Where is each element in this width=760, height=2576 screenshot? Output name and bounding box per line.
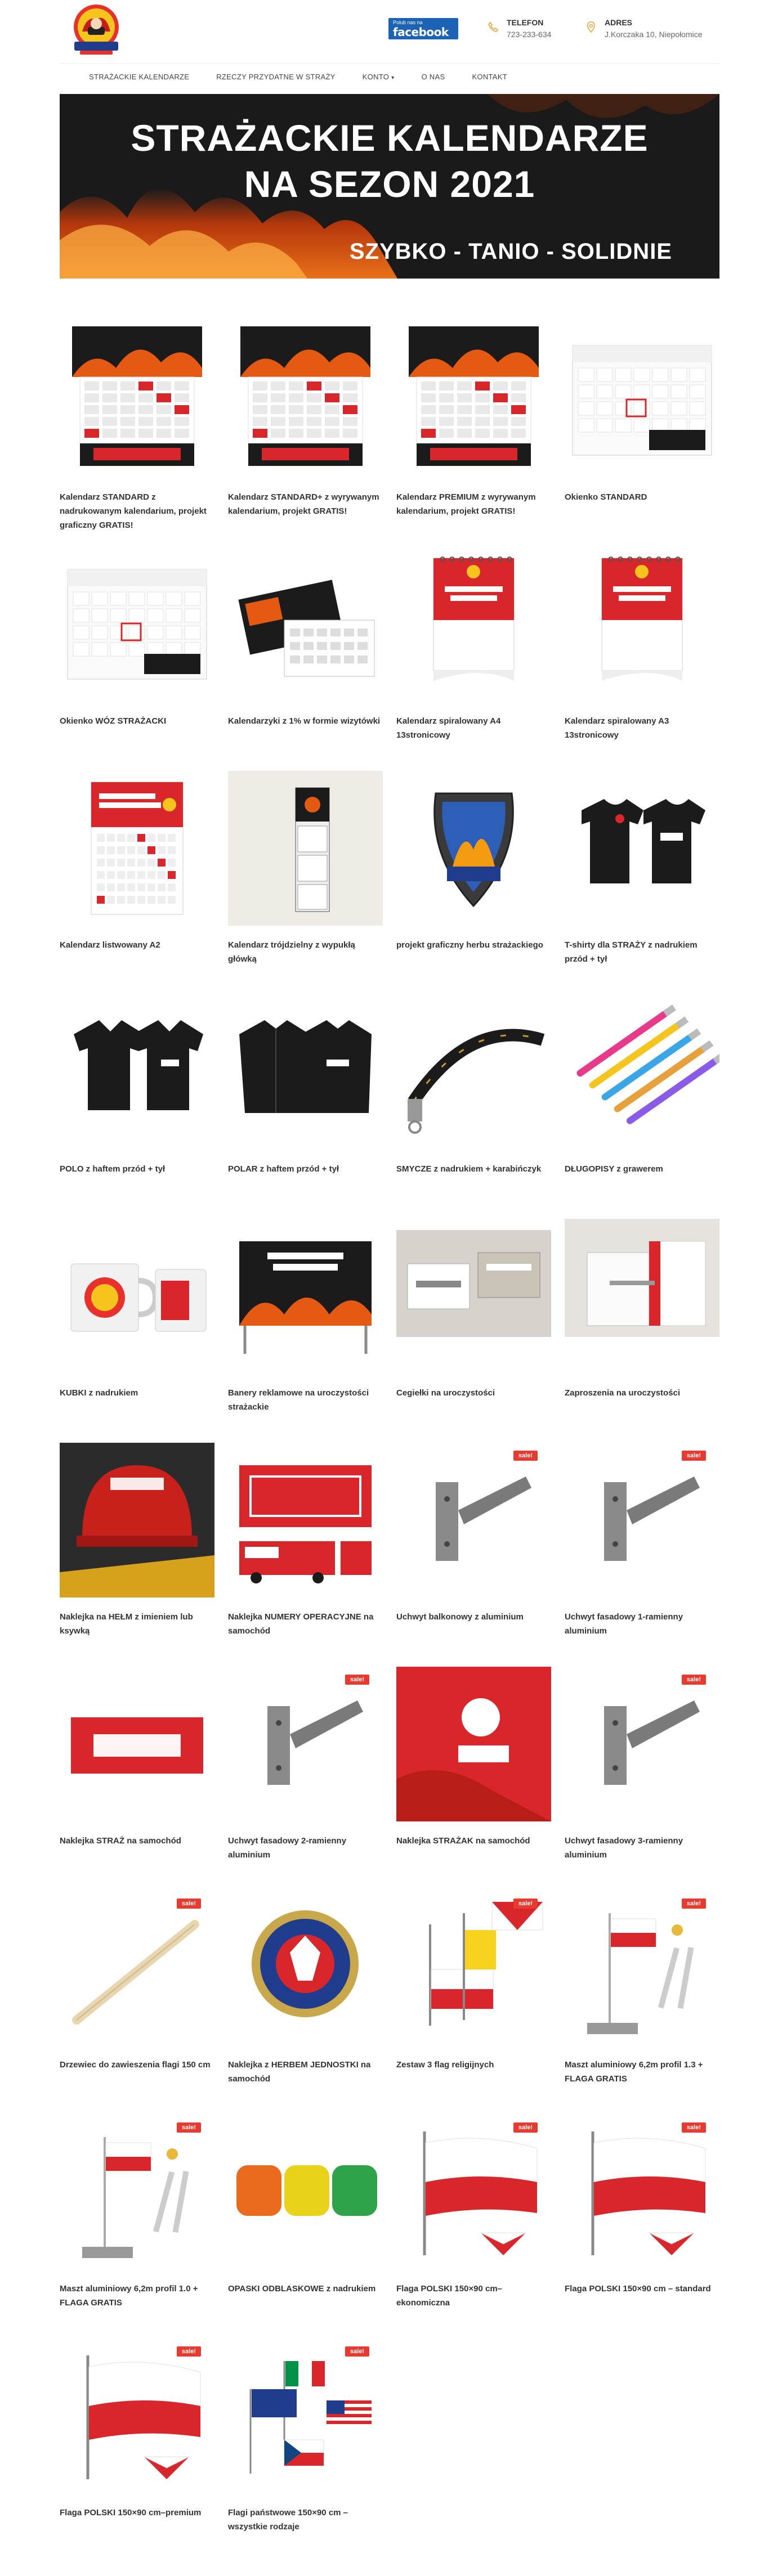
product-sticker-strazak-icon: [396, 1667, 551, 1821]
product-title[interactable]: Maszt aluminiowy 6,2m profil 1.3 + FLAGA GRATIS: [565, 2060, 703, 2084]
nav-item-konto[interactable]: [363, 64, 395, 92]
product-image[interactable]: [228, 547, 383, 702]
product-image[interactable]: [396, 2115, 551, 2269]
product-title[interactable]: POLAR z haftem przód + tył: [228, 1164, 339, 1174]
logo-icon: [66, 2, 126, 56]
product-title[interactable]: Uchwyt fasadowy 1-ramienny aluminium: [565, 1612, 683, 1636]
product-crest-icon: [396, 771, 551, 926]
product-card[interactable]: [228, 1891, 383, 2115]
product-card[interactable]: [396, 547, 551, 771]
nav-item-kalendarze[interactable]: [89, 64, 189, 92]
phone-contact[interactable]: [488, 17, 551, 41]
product-flags3-icon: [396, 1891, 551, 2045]
product-image[interactable]: [396, 995, 551, 1150]
product-title[interactable]: Drzewiec do zawieszenia flagi 150 cm: [60, 2060, 211, 2070]
product-card[interactable]: [228, 995, 383, 1219]
product-helmet-icon: [60, 1443, 214, 1597]
main-nav: [60, 63, 719, 90]
nav-label: KONTO: [362, 73, 390, 81]
product-card[interactable]: [228, 1443, 383, 1667]
nav-item-rzeczy[interactable]: [216, 64, 335, 92]
product-image[interactable]: [60, 1219, 214, 1374]
sale-badge: sale!: [682, 1675, 706, 1685]
product-image[interactable]: [60, 1443, 214, 1597]
product-cal-fire-icon: [228, 323, 383, 478]
product-cal-fire-icon: [60, 323, 214, 478]
product-triple-icon: [228, 771, 383, 926]
product-title[interactable]: Naklejka na HEŁM z imieniem lub ksywką: [60, 1612, 193, 1636]
product-image[interactable]: [565, 1443, 719, 1597]
product-title[interactable]: Kalendarz PREMIUM z wyrywanym kalendarium, projekt GRATIS!: [396, 492, 536, 516]
product-flag-pl-icon: [565, 2115, 719, 2269]
product-mugs-icon: [60, 1219, 214, 1374]
product-polo-icon: [60, 995, 214, 1150]
product-card[interactable]: [228, 2115, 383, 2339]
facebook-label: facebook: [393, 25, 449, 39]
sale-badge: sale!: [177, 2122, 201, 2133]
product-emblem-icon: [228, 1891, 383, 2045]
product-image[interactable]: [228, 1891, 383, 2045]
product-card[interactable]: [228, 1219, 383, 1443]
product-card[interactable]: [60, 547, 214, 771]
product-flag-pl-icon: [396, 2115, 551, 2269]
product-tshirt-icon: [565, 771, 719, 926]
product-image[interactable]: [60, 1891, 214, 2045]
address-label: ADRES: [605, 18, 633, 27]
product-image[interactable]: [228, 1667, 383, 1821]
product-card[interactable]: [396, 771, 551, 995]
product-title[interactable]: SMYCZE z nadrukiem + karabińczyk: [396, 1164, 542, 1174]
product-cal-fire-icon: [396, 323, 551, 478]
facebook-button[interactable]: [388, 18, 458, 39]
product-card[interactable]: [60, 1891, 214, 2115]
product-title[interactable]: Zaproszenia na uroczystości: [565, 1388, 681, 1398]
product-holder-icon: [228, 1667, 383, 1821]
product-title[interactable]: Okienko STANDARD: [565, 492, 647, 502]
product-card[interactable]: [565, 547, 719, 771]
sale-badge: sale!: [345, 1675, 369, 1685]
address-value: J.Korczaka 10, Niepołomice: [605, 30, 703, 39]
product-card[interactable]: [60, 2339, 214, 2562]
product-title[interactable]: Uchwyt fasadowy 3-ramienny aluminium: [565, 1836, 683, 1860]
product-card[interactable]: [228, 323, 383, 547]
product-image[interactable]: [565, 1891, 719, 2045]
product-fleece-icon: [228, 995, 383, 1150]
product-poster-icon: [60, 771, 214, 926]
phone-value: 723-233-634: [507, 30, 552, 39]
product-card[interactable]: [565, 1891, 719, 2115]
product-image[interactable]: [565, 995, 719, 1150]
sale-badge: sale!: [513, 1899, 538, 1909]
product-card[interactable]: [60, 1443, 214, 1667]
product-image[interactable]: [228, 323, 383, 478]
product-title[interactable]: Okienko WÓZ STRAŻACKI: [60, 716, 167, 726]
product-bands-icon: [228, 2115, 383, 2269]
product-spiral-icon: [396, 547, 551, 702]
product-card[interactable]: [565, 323, 719, 547]
nav-label: STRAŻACKIE KALENDARZE: [89, 73, 190, 81]
product-title[interactable]: T-shirty dla STRAŻY z nadrukiem przód + tył: [565, 940, 698, 964]
product-title[interactable]: POLO z haftem przód + tył: [60, 1164, 166, 1174]
product-invites-icon: [565, 1219, 719, 1374]
product-title[interactable]: Uchwyt balkonowy z aluminium: [396, 1612, 524, 1622]
product-sticker-straz-icon: [60, 1667, 214, 1821]
site-logo[interactable]: [66, 2, 126, 56]
map-pin-icon: [585, 21, 597, 33]
product-image[interactable]: [565, 547, 719, 702]
sale-badge: sale!: [177, 2346, 201, 2357]
product-image[interactable]: [396, 1667, 551, 1821]
product-title[interactable]: Banery reklamowe na uroczystości strażackie: [228, 1388, 369, 1412]
product-image[interactable]: [60, 2115, 214, 2269]
product-title[interactable]: Kalendarz STANDARD z nadrukowanym kalendarium, projekt graficzny GRATIS!: [60, 492, 207, 530]
product-holder-icon: [565, 1667, 719, 1821]
product-window-icon: [565, 323, 719, 478]
product-title[interactable]: Naklejka z HERBEM JEDNOSTKI na samochód: [228, 2060, 371, 2084]
product-image[interactable]: [396, 323, 551, 478]
product-title[interactable]: Maszt aluminiowy 6,2m profil 1.0 + FLAGA GRATIS: [60, 2284, 198, 2308]
product-title[interactable]: Naklejka NUMERY OPERACYJNE na samochód: [228, 1612, 374, 1636]
product-card[interactable]: [60, 1219, 214, 1443]
product-card[interactable]: [60, 995, 214, 1219]
product-image[interactable]: [565, 323, 719, 478]
sale-badge: sale!: [682, 1899, 706, 1909]
product-title[interactable]: Flagi państwowe 150×90 cm – wszystkie rodzaje: [228, 2508, 348, 2532]
product-image[interactable]: [60, 1667, 214, 1821]
nav-item-kontakt[interactable]: [472, 64, 507, 92]
product-image[interactable]: [228, 1443, 383, 1597]
product-title[interactable]: Flaga POLSKI 150×90 cm – standard: [565, 2284, 711, 2294]
product-image[interactable]: [60, 2339, 214, 2493]
sale-badge: sale!: [682, 1451, 706, 1461]
product-title[interactable]: Naklejka STRAŻ na samochód: [60, 1836, 181, 1846]
product-title[interactable]: projekt graficzny herbu strażackiego: [396, 940, 543, 950]
product-card[interactable]: [565, 1667, 719, 1891]
chevron-down-icon: ▾: [391, 75, 395, 81]
product-banner-icon: [228, 1219, 383, 1374]
product-title[interactable]: Naklejka STRAŻAK na samochód: [396, 1836, 530, 1846]
product-card[interactable]: [228, 547, 383, 771]
product-image[interactable]: [396, 1443, 551, 1597]
product-card[interactable]: [565, 1443, 719, 1667]
product-title[interactable]: Flaga POLSKI 150×90 cm–premium: [60, 2508, 202, 2517]
product-mast-icon: [60, 2115, 214, 2269]
nav-label: KONTAKT: [472, 73, 507, 81]
product-holder-icon: [565, 1443, 719, 1597]
product-card[interactable]: [396, 2115, 551, 2339]
sale-badge: sale!: [177, 1899, 201, 1909]
product-image[interactable]: [228, 995, 383, 1150]
sale-badge: sale!: [682, 2122, 706, 2133]
product-holder-icon: [396, 1443, 551, 1597]
product-card[interactable]: [565, 2115, 719, 2339]
product-pole-icon: [60, 1891, 214, 2045]
product-image[interactable]: [60, 995, 214, 1150]
phone-icon: [488, 21, 499, 33]
banner-title-line2: NA SEZON 2021: [244, 163, 535, 205]
product-card[interactable]: [60, 323, 214, 547]
product-lanyard-icon: [396, 995, 551, 1150]
product-card[interactable]: [396, 995, 551, 1219]
product-card[interactable]: [396, 1891, 551, 2115]
product-title[interactable]: Zestaw 3 flag religijnych: [396, 2060, 494, 2070]
sale-badge: sale!: [513, 1451, 538, 1461]
product-card[interactable]: [228, 2339, 383, 2562]
address-contact: [585, 17, 703, 41]
product-grid: [60, 323, 719, 2562]
product-card[interactable]: [396, 1219, 551, 1443]
nav-label: RZECZY PRZYDATNE W STRAŻY: [216, 73, 336, 81]
product-window-icon: [60, 547, 214, 702]
product-image[interactable]: [396, 547, 551, 702]
product-image[interactable]: [565, 1219, 719, 1374]
site-header: [60, 0, 719, 56]
hero-banner[interactable]: [60, 94, 719, 279]
product-card[interactable]: [60, 1667, 214, 1891]
product-image[interactable]: [228, 2339, 383, 2493]
product-image[interactable]: [396, 1219, 551, 1374]
product-flag-pl-icon: [60, 2339, 214, 2493]
product-title[interactable]: DŁUGOPISY z grawerem: [565, 1164, 663, 1174]
product-card[interactable]: [60, 771, 214, 995]
product-pens-icon: [565, 995, 719, 1150]
product-title[interactable]: Kalendarz spiralowany A3 13stronicowy: [565, 716, 669, 740]
product-cards-icon: [228, 547, 383, 702]
phone-label: TELEFON: [507, 18, 544, 27]
product-title[interactable]: Cegiełki na uroczystości: [396, 1388, 495, 1398]
product-card[interactable]: [565, 995, 719, 1219]
product-mast-icon: [565, 1891, 719, 2045]
product-card[interactable]: [396, 1443, 551, 1667]
nav-item-o-nas[interactable]: [421, 64, 445, 92]
product-title[interactable]: Flaga POLSKI 150×90 cm–ekonomiczna: [396, 2284, 503, 2308]
product-card[interactable]: [228, 1667, 383, 1891]
product-image[interactable]: [565, 1667, 719, 1821]
nav-label: O NAS: [421, 73, 445, 81]
product-image[interactable]: [565, 771, 719, 926]
product-image[interactable]: [228, 1219, 383, 1374]
product-card[interactable]: [60, 2115, 214, 2339]
product-image[interactable]: [396, 1891, 551, 2045]
product-card[interactable]: [396, 1667, 551, 1891]
product-numbers-icon: [228, 1443, 383, 1597]
product-bricks-icon: [396, 1219, 551, 1374]
product-title[interactable]: Kalendarz spiralowany A4 13stronicowy: [396, 716, 501, 740]
banner-title-line1: STRAŻACKIE KALENDARZE: [131, 117, 649, 159]
product-card[interactable]: [565, 1219, 719, 1443]
product-title[interactable]: Kalendarz trójdzielny z wypukłą główką: [228, 940, 355, 964]
product-title[interactable]: Kalendarz STANDARD+ z wyrywanym kalendarium, projekt GRATIS!: [228, 492, 379, 516]
product-image[interactable]: [228, 2115, 383, 2269]
product-image[interactable]: [396, 771, 551, 926]
product-card[interactable]: [396, 323, 551, 547]
sale-badge: sale!: [345, 2346, 369, 2357]
product-image[interactable]: [565, 2115, 719, 2269]
banner-tagline: SZYBKO - TANIO - SOLIDNIE: [349, 239, 672, 264]
product-spiral-icon: [565, 547, 719, 702]
product-image[interactable]: [60, 547, 214, 702]
product-card[interactable]: [228, 771, 383, 995]
product-image[interactable]: [60, 323, 214, 478]
product-title[interactable]: Kalendarzyki z 1% w formie wizytówki: [228, 716, 381, 726]
facebook-small-label: Polub nas na: [393, 20, 423, 25]
product-image[interactable]: [228, 771, 383, 926]
product-title[interactable]: Uchwyt fasadowy 2-ramienny aluminium: [228, 1836, 347, 1860]
product-card[interactable]: [565, 771, 719, 995]
sale-badge: sale!: [513, 2122, 538, 2133]
product-image[interactable]: [60, 771, 214, 926]
product-title[interactable]: Kalendarz listwowany A2: [60, 940, 160, 950]
product-title[interactable]: KUBKI z nadrukiem: [60, 1388, 138, 1398]
product-flags-world-icon: [228, 2339, 383, 2493]
product-title[interactable]: OPASKI ODBLASKOWE z nadrukiem: [228, 2284, 376, 2294]
